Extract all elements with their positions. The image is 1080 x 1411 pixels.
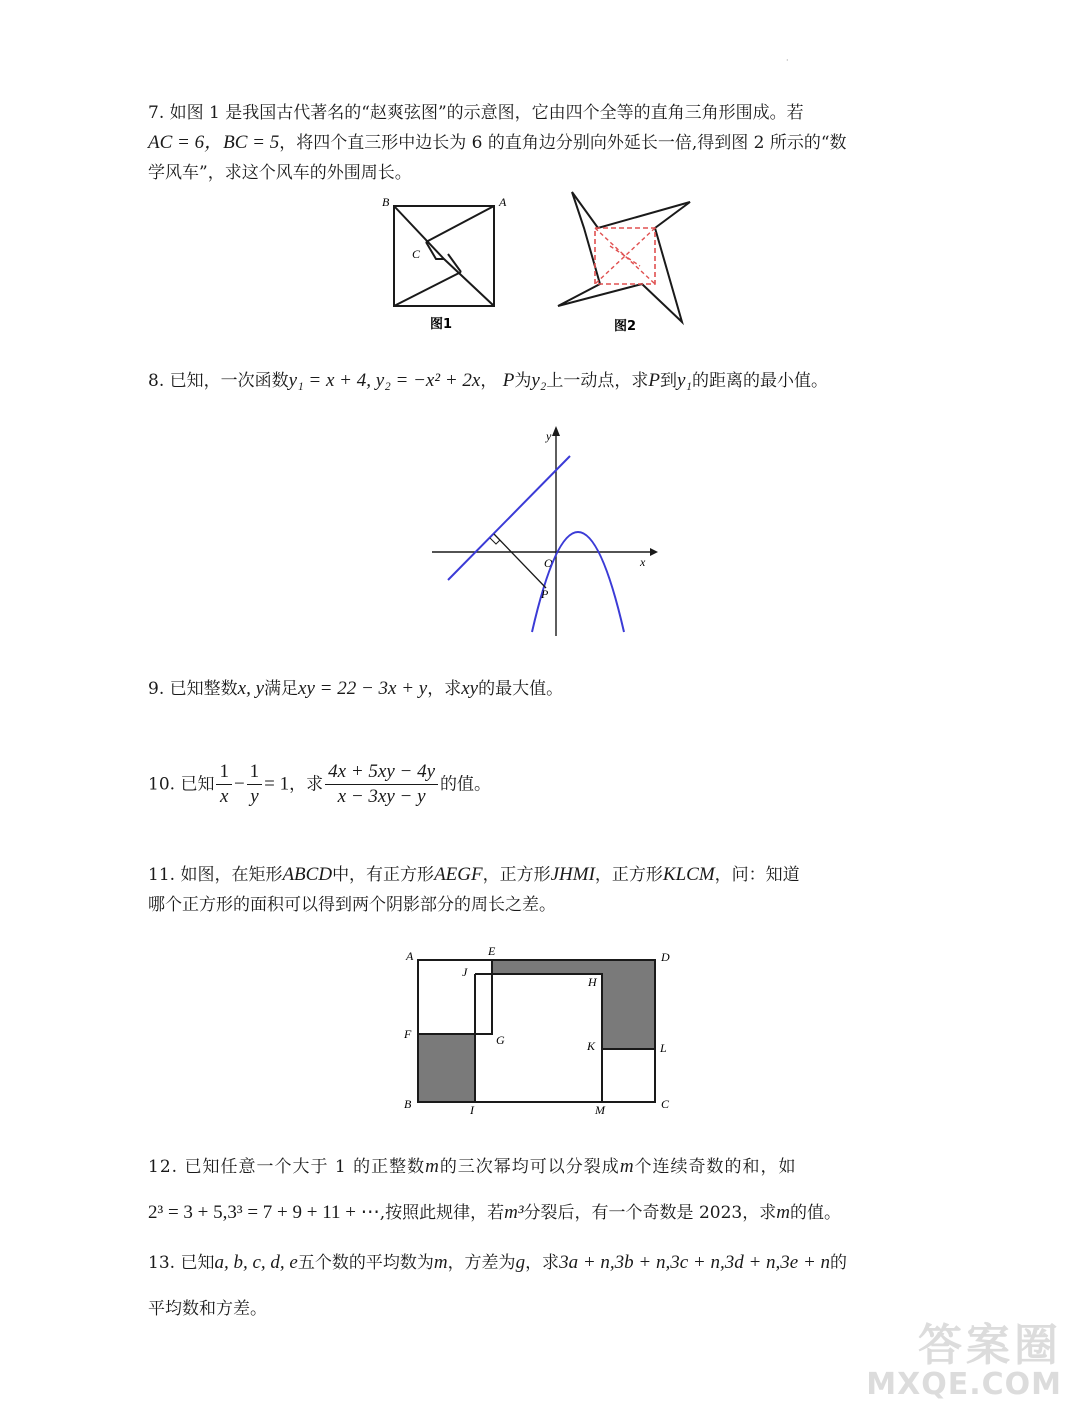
q7-figure-1 [378,192,518,337]
shade-top [492,960,655,974]
page-mark: · [786,56,789,65]
y-arrow [552,426,560,436]
question-10: 10. 已知 $\frac{1}{x}$ − $\frac{1}{y}$ = 1，求 $\frac{4x + 5xy - 4y}{x - 3xy - y}$ 的值。 [148,761,492,807]
label-H: H [588,975,597,989]
label-L: L [660,1041,667,1055]
perpendicular [494,534,546,588]
label-C: C [661,1097,670,1111]
label-x: x [640,555,646,569]
label-M: M [595,1103,605,1116]
x-arrow [650,548,658,556]
q11-figure [398,944,680,1116]
q7-figure-2 [550,188,695,336]
inner-dashed-square [595,228,655,284]
fraction-3: $\frac{4x + 5xy - 4y}{x - 3xy - y}$ [325,760,438,809]
label-A: A [499,195,507,209]
q8-graph [428,422,658,642]
question-12: 12. 已知任意一个大于 1 的正整数m的三次幂均可以分裂成m个连续奇数的和，如 2³ = 3 + 5,3³ = 7 + 9 + 11 + ⋯,按照此规律，若m³分裂后，有一个奇数是 2023，求m的值。 [148,1156,841,1223]
inner-dashed-lines [595,228,655,284]
q7-line2: AC = 6，BC = 5，将四个直三形中边长为 6 的直角边分别向外延长一倍,得到图 2 所示的“数 [148,132,847,153]
q7-line3: 学风车”，求这个风车的外围周长。 [148,163,412,183]
label-y: y [546,429,552,443]
label-B: B [382,195,390,209]
question-9: 9. 已知整数x, y满足xy = 22 − 3x + y，求xy的最大值。 [148,678,564,699]
triangle-lines [394,206,494,306]
watermark: 答案圈 MXQE.COM [866,1320,1062,1402]
fig1-caption: 图1 [430,317,453,332]
label-K: K [587,1039,596,1053]
label-B: B [404,1097,412,1111]
label-F: F [404,1027,412,1041]
parabola-y2 [532,532,624,632]
label-E: E [488,944,496,958]
fig2-caption: 图2 [614,319,637,334]
fraction-2: $\frac{1}{y}$ [247,760,263,809]
label-P: P [541,587,549,601]
question-7 [148,98,938,188]
label-O: O [544,556,553,570]
label-I: I [470,1103,474,1116]
q7-line1: 7. 如图 1 是我国古代著名的“赵爽弦图”的示意图，它由四个全等的直角三角形围成。若 [148,103,804,123]
shade-left [418,1034,475,1102]
question-11: 11. 如图，在矩形ABCD中，有正方形AEGF，正方形JHMI，正方形KLCM，问：知道 哪个正方形的面积可以得到两个阴影部分的周长之差。 [148,864,800,915]
label-C: C [412,247,421,261]
label-D: D [661,950,670,964]
fraction-1: $\frac{1}{x}$ [216,760,232,809]
label-J: J [462,965,468,979]
question-8: 8. 已知，一次函数y₁ = x + 4, y₂ = −x² + 2x， P为y₂上一动点，求P到y₁的距离的最小值。 [148,370,829,391]
label-G: G [496,1033,505,1047]
question-13: 13. 已知a, b, c, d, e五个数的平均数为m，方差为g，求3a + n,3b + n,3c + n,3d + n,3e + n的 平均数和方差。 [148,1252,848,1319]
label-A: A [406,949,414,963]
